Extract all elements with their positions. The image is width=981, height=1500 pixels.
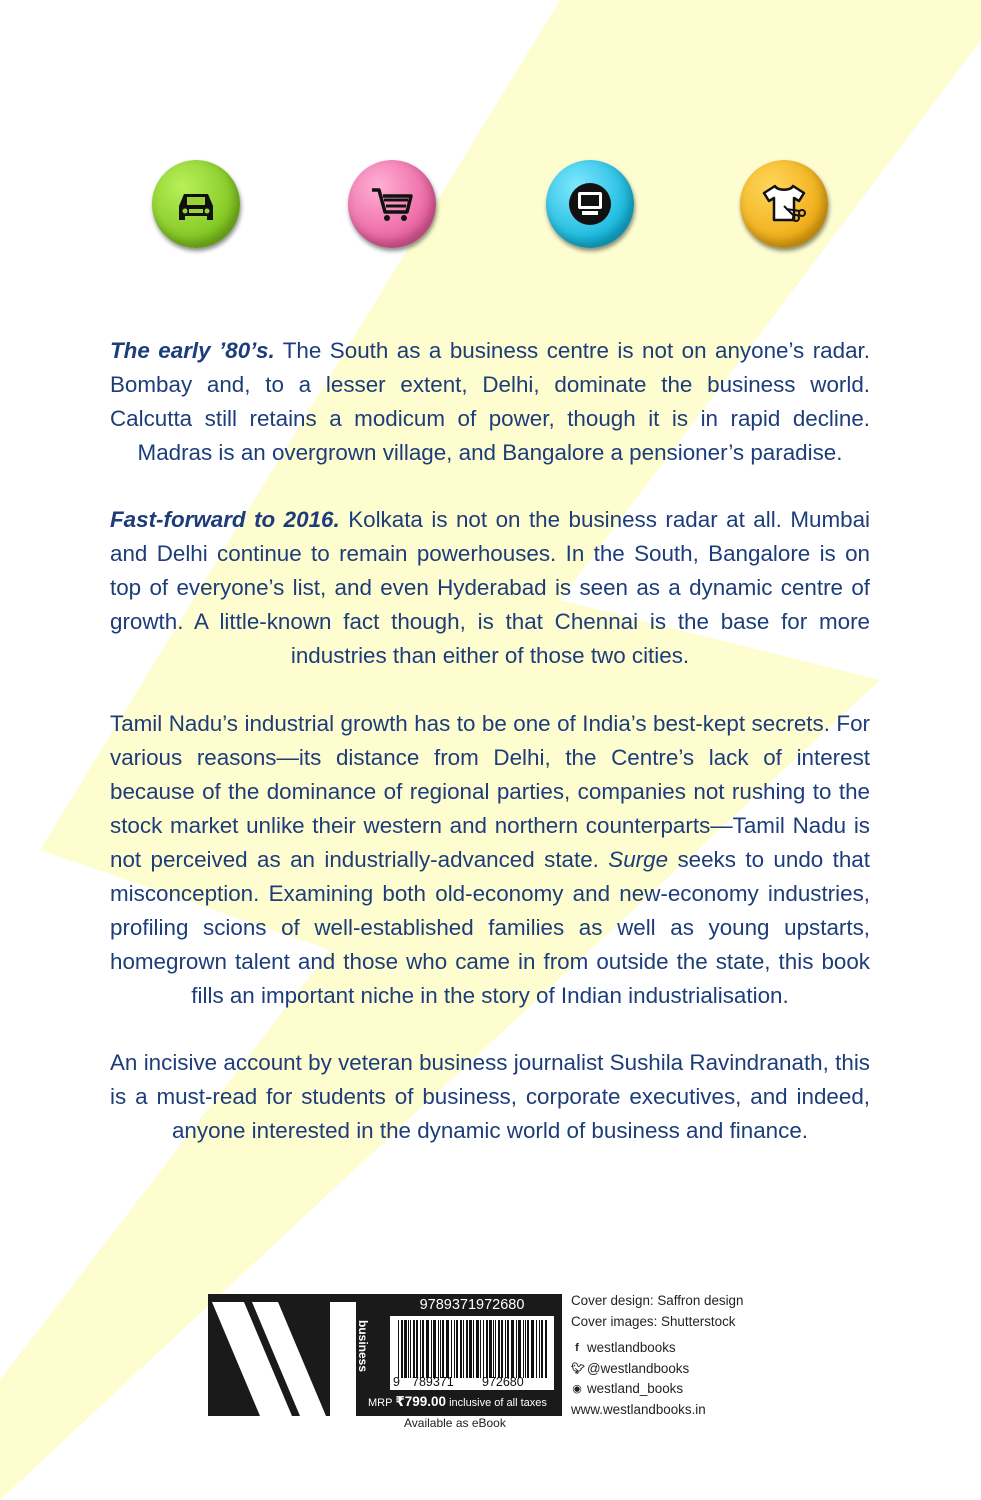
blurb-paragraph-2 <box>110 503 870 673</box>
barcode-bar <box>398 1320 399 1378</box>
barcode-bar <box>463 1320 464 1378</box>
barcode-bar <box>498 1320 500 1378</box>
barcode-bar <box>469 1320 472 1378</box>
barcode-bar <box>505 1320 506 1378</box>
ebook-note: Available as eBook <box>404 1416 506 1430</box>
barcode-bar <box>426 1320 429 1378</box>
shopping-cart-icon <box>348 160 436 248</box>
paragraph-lead: Fast-forward to 2016. <box>110 507 340 532</box>
cover-credits <box>571 1290 743 1332</box>
instagram-handle: westland_books <box>587 1381 684 1396</box>
barcode-bar <box>473 1320 474 1378</box>
website-link: www.westlandbooks.in <box>571 1401 706 1417</box>
barcode-bar <box>422 1320 424 1378</box>
paragraph-text: seeks to undo that misconception. Examining both old-economy and new-economy industries, profiling scions of well-established families as well as young upstarts, homegrown talent and those who came in from outside the state, this book fills an important niche in the story of Indian industrialisation. <box>110 847 870 1008</box>
barcode-bar <box>531 1320 534 1378</box>
barcode-bar <box>456 1320 458 1378</box>
barcode-bar <box>404 1320 407 1378</box>
social-links <box>571 1338 706 1420</box>
barcode-bar <box>541 1320 543 1378</box>
barcode-bar <box>516 1320 517 1378</box>
barcode-bar <box>523 1320 524 1378</box>
barcode-bar <box>518 1320 521 1378</box>
barcode-bar <box>451 1320 452 1378</box>
isbn-digit-group: 789371 <box>412 1375 454 1389</box>
paragraph-text: Tamil Nadu’s industrial growth has to be one of India’s best-kept secrets. For various reasons—its distance from Delhi, the Centre’s lack of interest because of the dominance of regional parties, companies not rushing to the stock market unlike their western and northern counterparts—Tamil Nadu is not perceived as an industrially-advanced state. <box>110 711 870 872</box>
category-label: business <box>356 1320 370 1373</box>
facebook-icon: f <box>575 1342 579 1354</box>
mrp-label: MRP <box>368 1397 393 1409</box>
barcode-bar <box>442 1320 444 1378</box>
price: ₹799.00 <box>395 1394 446 1409</box>
barcode-bar <box>539 1320 540 1378</box>
barcode-bar <box>511 1320 514 1378</box>
barcode-bar <box>480 1320 481 1378</box>
paragraph-text: Kolkata is not on the business radar at all. Mumbai and Delhi continue to remain powerhouses. In the South, Bangalore is on top of everyone’s list, and even Hyderabad is seen as a dynamic centre of growth. A little-known fact though, is that Chennai is the base for more industries than either of those two cities. <box>110 507 870 668</box>
barcode-bar <box>433 1320 436 1378</box>
barcode-bar <box>495 1320 496 1378</box>
paragraph-text: An incisive account by veteran business journalist Sushila Ravindranath, this is a must-read for students of business, corporate executives, and indeed, anyone interested in the dynamic world of business and finance. <box>110 1050 870 1143</box>
twitter-icon: 🐦︎ <box>571 1362 585 1375</box>
westland-logo <box>208 1294 356 1416</box>
barcode-bar <box>438 1320 439 1378</box>
barcode-bar <box>454 1320 455 1378</box>
tax-note: inclusive of all taxes <box>449 1397 547 1409</box>
barcode-bar <box>525 1320 526 1378</box>
computer-icon <box>546 160 634 248</box>
barcode-bar <box>486 1320 488 1378</box>
barcode-bar <box>460 1320 462 1378</box>
isbn-digit-group: 9 <box>393 1375 400 1389</box>
cover-design-credit: Cover design: Saffron design <box>571 1293 744 1308</box>
blurb-paragraph-1 <box>110 334 870 470</box>
facebook-handle: westlandbooks <box>587 1340 676 1355</box>
car-icon <box>152 160 240 248</box>
isbn-number: 9789371972680 <box>419 1297 525 1313</box>
barcode-bar <box>466 1320 468 1378</box>
barcode-bar <box>431 1320 432 1378</box>
barcode-bar <box>440 1320 441 1378</box>
shirt-scissors-icon <box>740 160 828 248</box>
paragraph-lead: The early ’80’s. <box>110 338 275 363</box>
twitter-handle: @westlandbooks <box>587 1360 690 1376</box>
barcode-bar <box>483 1320 484 1378</box>
barcode-bar <box>420 1320 421 1378</box>
barcode-bar <box>408 1320 409 1378</box>
barcode-bar <box>401 1320 403 1378</box>
barcode-bar <box>413 1320 415 1378</box>
barcode-bar <box>507 1320 509 1378</box>
barcode-bar <box>501 1320 503 1378</box>
barcode-bar <box>410 1320 411 1378</box>
barcode-bar <box>416 1320 418 1378</box>
barcode-bar <box>446 1320 449 1378</box>
barcode-bar <box>536 1320 537 1378</box>
cover-images-credit: Cover images: Shutterstock <box>571 1314 736 1329</box>
isbn-digit-group: 972680 <box>482 1375 524 1389</box>
instagram-icon: ◉ <box>572 1383 582 1395</box>
blurb-paragraph-3 <box>110 707 870 1013</box>
barcode-bar <box>545 1320 547 1378</box>
blurb-paragraph-4 <box>110 1046 870 1148</box>
barcode-bar <box>476 1320 479 1378</box>
barcode <box>390 1316 554 1390</box>
paragraph-text: The South as a business centre is not on anyone’s radar. Bombay and, to a lesser extent, Delhi, dominate the business world. Calcutta still retains a modicum of power, though it is in rapid decline. Madras is an overgrown village, and Bangalore a pensioner’s paradise. <box>110 338 870 465</box>
barcode-bar <box>493 1320 494 1378</box>
book-title: Surge <box>608 847 669 872</box>
barcode-bars <box>396 1320 548 1378</box>
price-line <box>368 1394 558 1410</box>
barcode-bar <box>489 1320 492 1378</box>
barcode-bar <box>527 1320 529 1378</box>
